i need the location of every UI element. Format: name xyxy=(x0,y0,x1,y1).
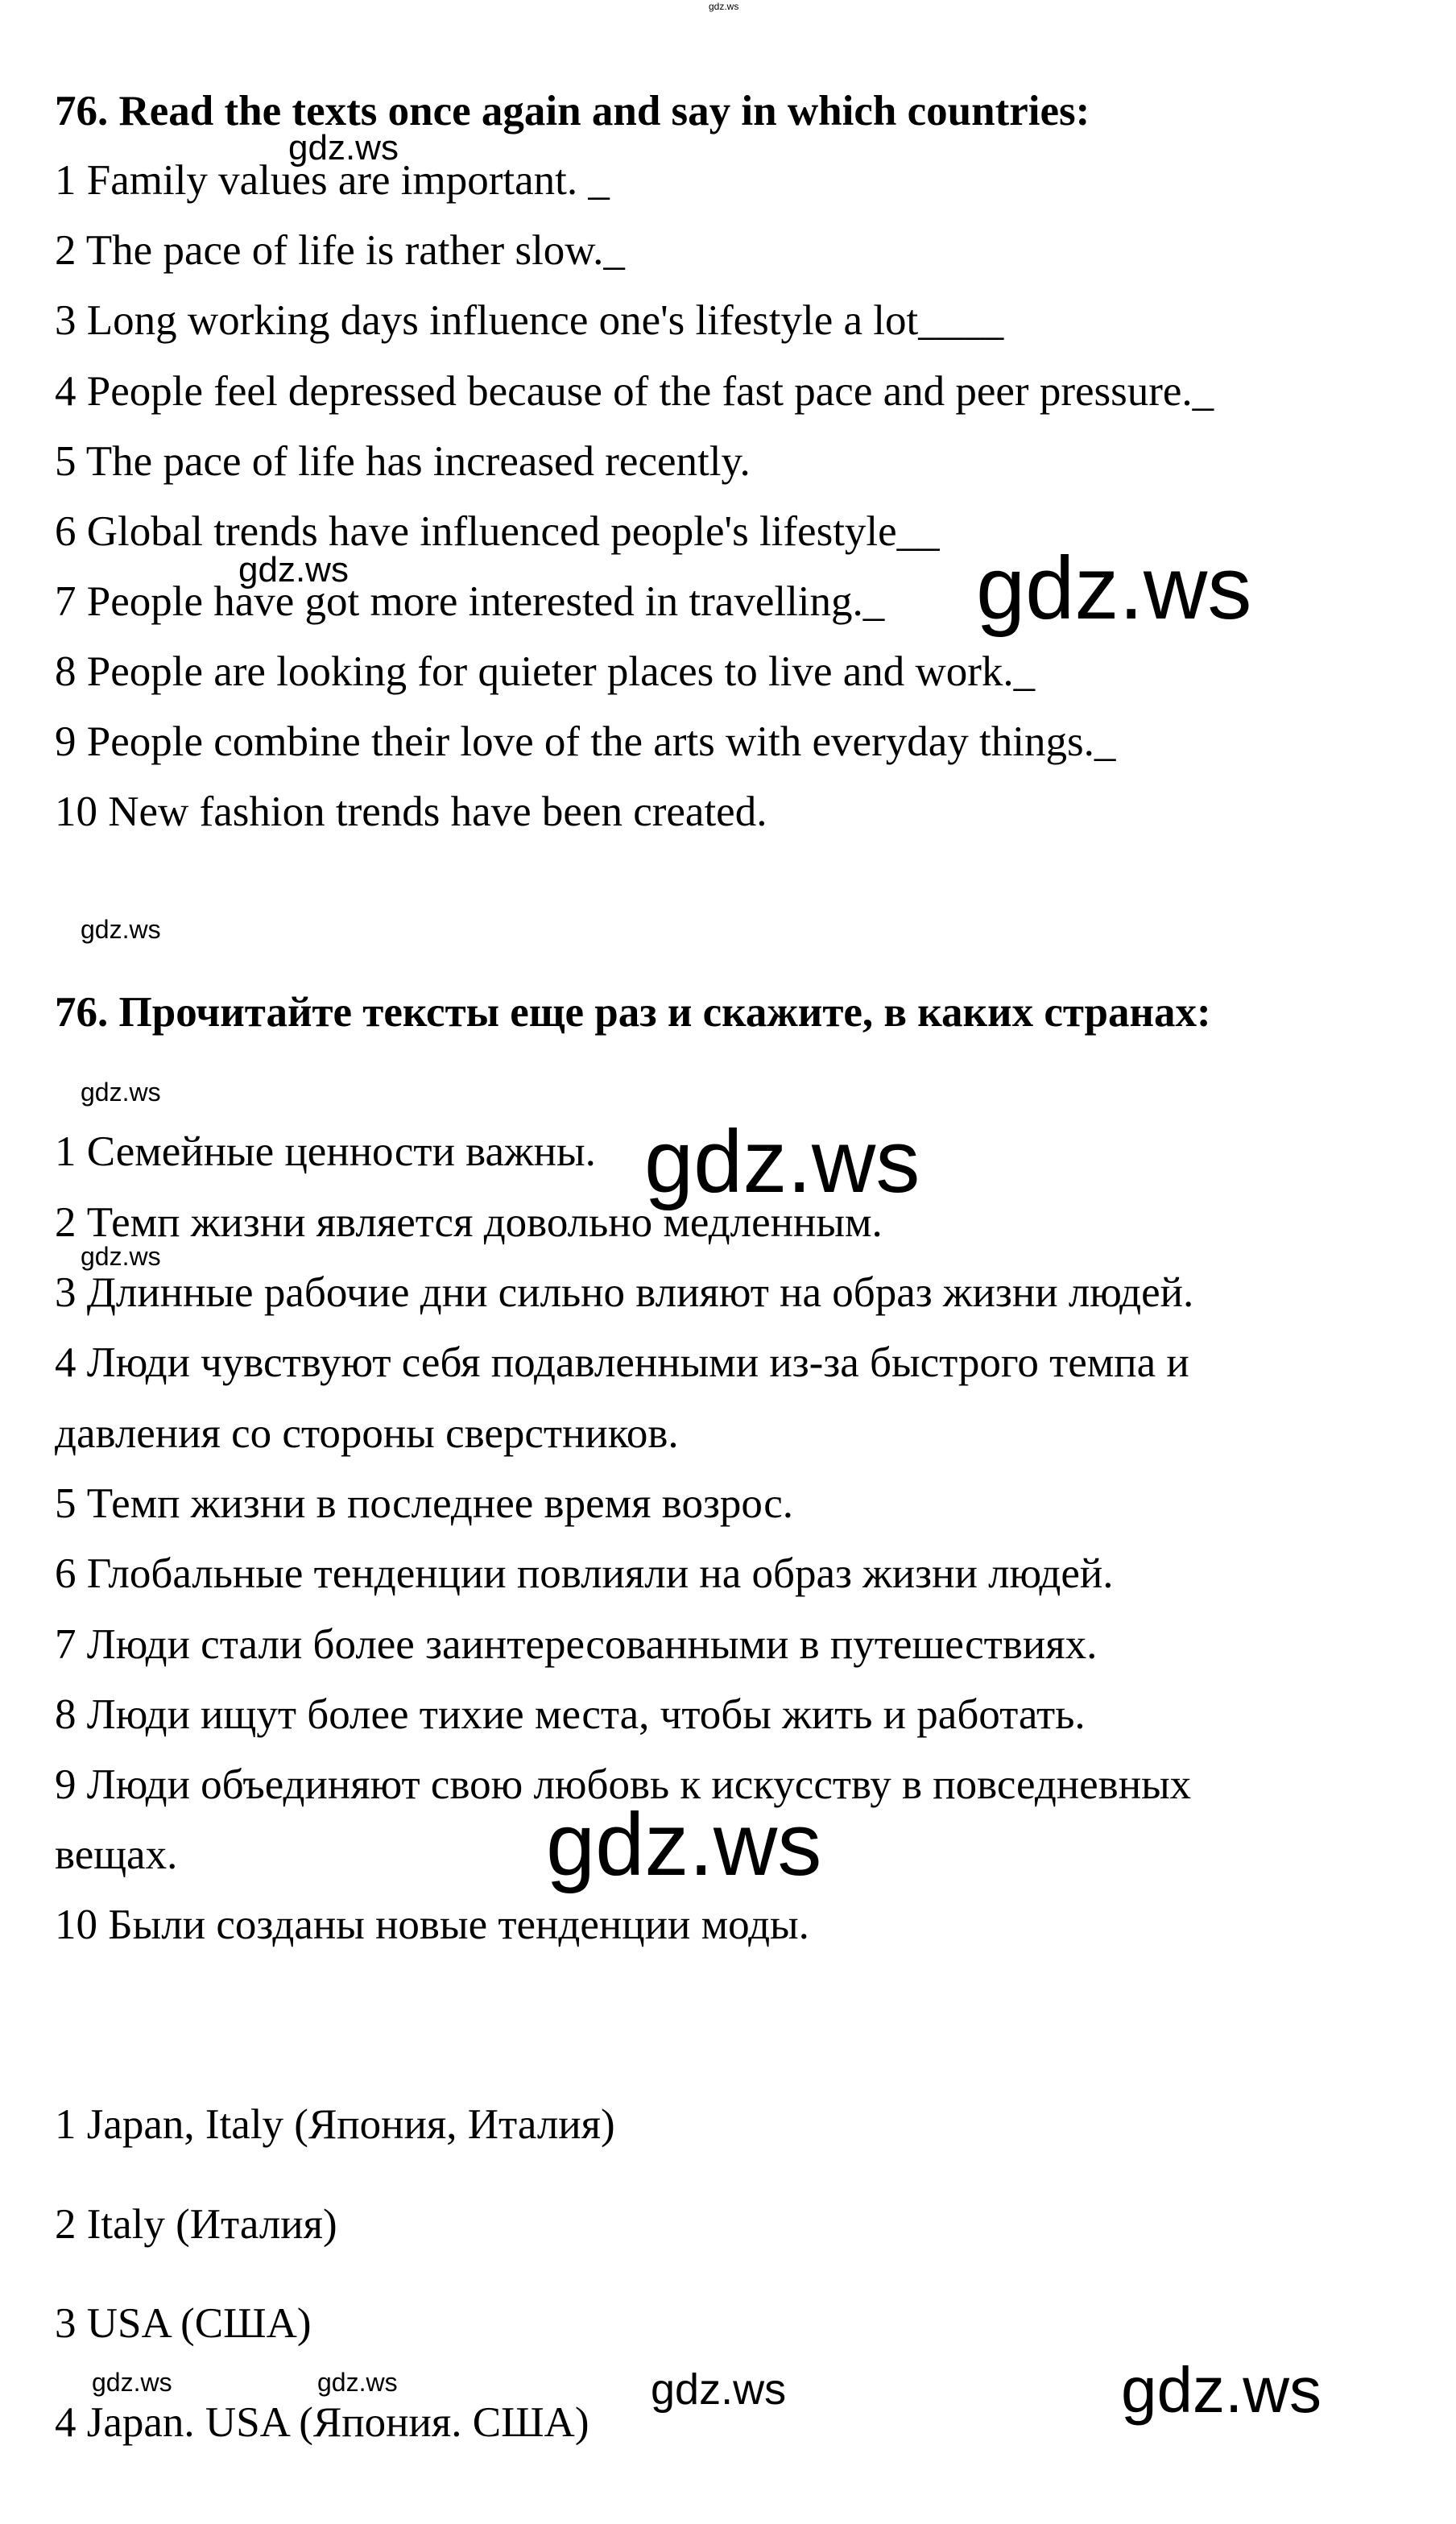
russian-item: 1 Семейные ценности важны. xyxy=(55,1128,596,1175)
english-item: 3 Long working days influence one's lifestyle a lot____ xyxy=(55,297,1004,344)
answer-item: 2 Italy (Италия) xyxy=(55,2201,337,2248)
watermark-tiny-top: gdz.ws xyxy=(709,1,739,12)
answer-item: 1 Japan, Italy (Япония, Италия) xyxy=(55,2101,615,2148)
english-item: 4 People feel depressed because of the fast pace and peer pressure._ xyxy=(55,368,1214,415)
watermark-large: gdz.ws xyxy=(644,1112,920,1211)
english-item: 10 New fashion trends have been created. xyxy=(55,788,767,835)
russian-item: вещах. xyxy=(55,1831,178,1878)
watermark-large: gdz.ws xyxy=(976,539,1252,638)
watermark-medium: gdz.ws xyxy=(651,2365,787,2414)
english-item: 9 People combine their love of the arts with everyday things._ xyxy=(55,718,1116,765)
english-item: 7 People have got more interested in travelling._ xyxy=(55,578,885,625)
russian-item: 4 Люди чувствуют себя подавленными из-за быстрого темпа и xyxy=(55,1339,1189,1386)
russian-heading: 76. Прочитайте тексты еще раз и скажите, в каких странах: xyxy=(55,989,1211,1036)
english-item: 1 Family values are important. _ xyxy=(55,157,610,204)
english-item: 8 People are looking for quieter places to live and work._ xyxy=(55,648,1036,695)
english-item: 6 Global trends have influenced people's lifestyle__ xyxy=(55,508,940,555)
watermark-small: gdz.ws xyxy=(317,2368,398,2397)
russian-item: 6 Глобальные тенденции повлияли на образ жизни людей. xyxy=(55,1550,1114,1597)
answer-item: 4 Japan. USA (Япония. США) xyxy=(55,2399,589,2446)
english-item: 2 The pace of life is rather slow._ xyxy=(55,227,625,274)
russian-item: давления со стороны сверстников. xyxy=(55,1410,679,1457)
answer-item: 3 USA (США) xyxy=(55,2300,312,2347)
watermark-small: gdz.ws xyxy=(238,550,349,590)
watermark-small: gdz.ws xyxy=(92,2368,172,2397)
watermark-small: gdz.ws xyxy=(81,915,161,944)
russian-item: 10 Были созданы новые тенденции моды. xyxy=(55,1901,809,1948)
watermark-large: gdz.ws xyxy=(1121,2354,1322,2426)
russian-item: 3 Длинные рабочие дни сильно влияют на образ жизни людей. xyxy=(55,1269,1194,1316)
russian-item: 5 Темп жизни в последнее время возрос. xyxy=(55,1480,793,1527)
english-heading: 76. Read the texts once again and say in which countries: xyxy=(55,88,1090,134)
english-item: 5 The pace of life has increased recently. xyxy=(55,438,751,485)
russian-item: 2 Темп жизни является довольно медленным. xyxy=(55,1199,883,1246)
watermark-large: gdz.ws xyxy=(546,1795,822,1894)
watermark-small: gdz.ws xyxy=(81,1242,161,1271)
russian-item: 8 Люди ищут более тихие места, чтобы жить и работать. xyxy=(55,1691,1086,1738)
watermark-small: gdz.ws xyxy=(81,1078,161,1107)
watermark-small: gdz.ws xyxy=(288,128,399,168)
russian-item: 9 Люди объединяют свою любовь к искусству в повседневных xyxy=(55,1761,1192,1808)
russian-item: 7 Люди стали более заинтересованными в путешествиях. xyxy=(55,1621,1098,1668)
